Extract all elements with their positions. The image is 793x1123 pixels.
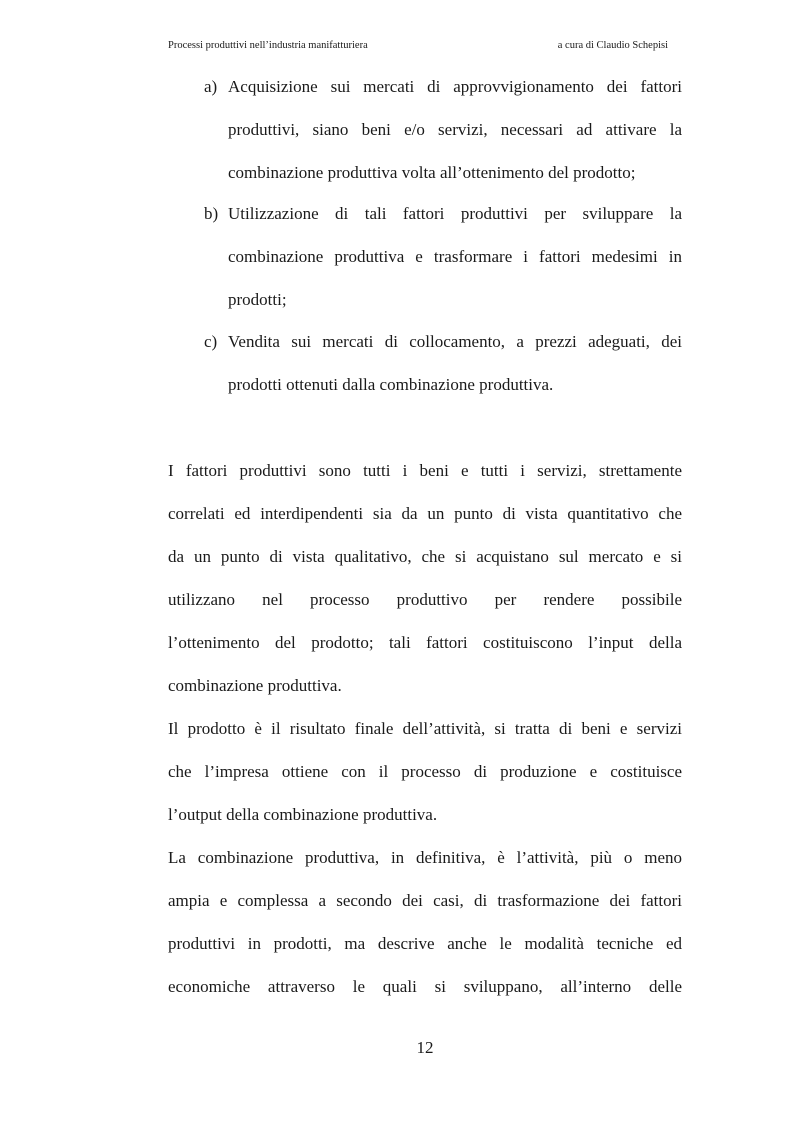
- paragraph-product: [168, 707, 682, 836]
- list-item-a: [204, 65, 682, 194]
- page-header: [168, 38, 684, 54]
- text-line: da un punto di vista qualitativo, che si acquistano sul mercato e si: [168, 547, 682, 566]
- page-number: 12: [416, 1038, 434, 1057]
- text-line: Acquisizione sui mercati di approvvigionamento dei fattori: [228, 77, 682, 96]
- text-line: Utilizzazione di tali fattori produttivi per sviluppare la: [228, 204, 682, 223]
- text-line: combinazione produttiva.: [168, 676, 342, 695]
- text-line: Vendita sui mercati di collocamento, a prezzi adeguati, dei: [228, 332, 682, 351]
- text-line: prodotti;: [228, 290, 287, 309]
- list-item-c: [204, 320, 682, 406]
- paragraph-combination: [168, 836, 682, 1008]
- header-author: a cura di Claudio Schepisi: [557, 40, 668, 51]
- text-line: I fattori produttivi sono tutti i beni e tutti i servizi, strettamente: [168, 461, 682, 480]
- text-line: La combinazione produttiva, in definitiva, è l’attività, più o meno: [168, 848, 682, 867]
- text-line: produttivi, siano beni e/o servizi, necessari ad attivare la: [228, 120, 682, 139]
- paragraph-input-factors: [168, 449, 682, 707]
- list-marker: a): [204, 77, 218, 96]
- text-line: combinazione produttiva e trasformare i fattori medesimi in: [228, 247, 682, 266]
- text-line: l’ottenimento del prodotto; tali fattori costituiscono l’input della: [168, 633, 682, 652]
- text-line: utilizzano nel processo produttivo per rendere possibile: [168, 590, 682, 609]
- text-line: produttivi in prodotti, ma descrive anche le modalità tecniche ed: [168, 934, 682, 953]
- list-marker: b): [204, 204, 219, 223]
- list-item-b: [204, 192, 682, 321]
- text-line: combinazione produttiva volta all’ottenimento del prodotto;: [228, 163, 636, 182]
- list-marker: c): [204, 332, 218, 351]
- header-title: Processi produttivi nell’industria manifatturiera: [168, 40, 368, 51]
- text-line: prodotti ottenuti dalla combinazione produttiva.: [228, 375, 554, 394]
- text-line: correlati ed interdipendenti sia da un punto di vista quantitativo che: [168, 504, 682, 523]
- text-line: Il prodotto è il risultato finale dell’attività, si tratta di beni e servizi: [168, 719, 682, 738]
- text-line: che l’impresa ottiene con il processo di produzione e costituisce: [168, 762, 682, 781]
- text-line: ampia e complessa a secondo dei casi, di trasformazione dei fattori: [168, 891, 682, 910]
- text-line: l’output della combinazione produttiva.: [168, 805, 438, 824]
- list-item-text: [228, 192, 682, 321]
- text-line: economiche attraverso le quali si sviluppano, all’interno delle: [168, 977, 682, 996]
- list-item-text: [228, 320, 682, 406]
- list-item-text: [228, 65, 682, 194]
